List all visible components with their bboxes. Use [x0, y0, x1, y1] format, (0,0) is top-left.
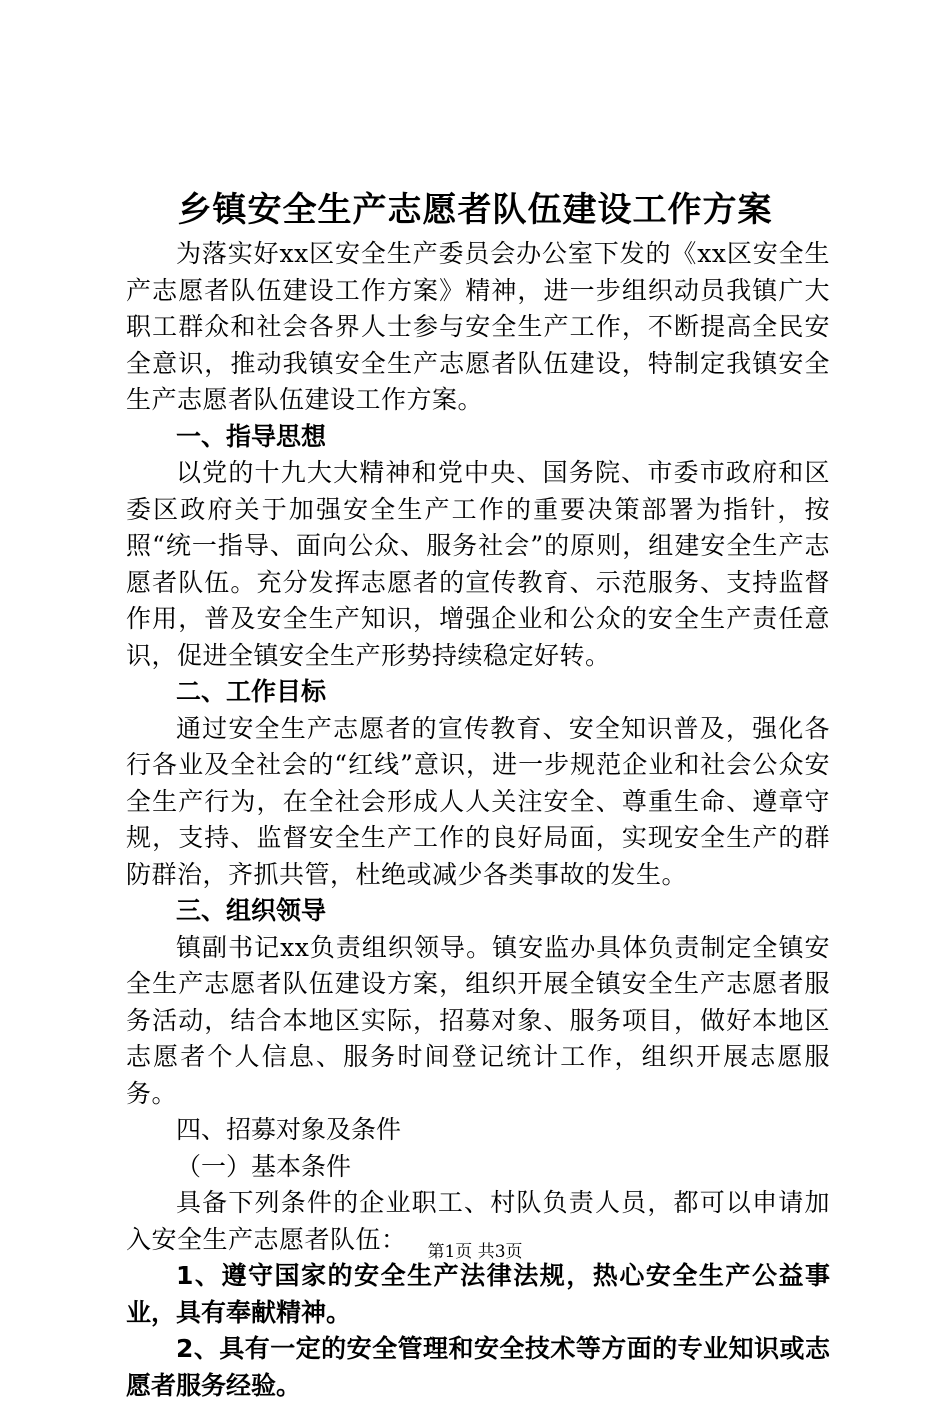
section-heading-work-goals: 二、工作目标 [176, 677, 327, 706]
section-heading-organization: 三、组织领导 [176, 896, 327, 925]
section-heading-guiding-thought: 一、指导思想 [176, 421, 327, 451]
section-text-organization: 镇副书记xx负责组织领导。镇安监办具体负责制定全镇安全生产志愿者队伍建设方案，组织开展全镇安全生产志愿者服务活动，结合本地区实际，招募对象、服务项目，做好本地区志愿者个人信息、服务时间登记统计工作，组织开展志愿服务。 [126, 932, 830, 1108]
section-heading-recruitment: 四、招募对象及条件 [176, 1115, 402, 1144]
page-number-footer: 第1页 共3页 [427, 1242, 523, 1262]
section-text-recruitment: 具备下列条件的企业职工、村队负责人员，都可以申请加入安全生产志愿者队伍： [126, 1188, 830, 1254]
document-body [126, 236, 830, 1404]
section-text-guiding-thought: 以党的十九大大精神和党中央、国务院、市委市政府和区委区政府关于加强安全生产工作的重要决策部署为指针，按照“统一指导、面向公众、服务社会”的原则，组建安全生产志愿者队伍。充分发挥志愿者的宣传教育、示范服务、支持监督作用，普及安全生产知识，增强企业和公众的安全生产责任意识，促进全镇安全生产形势持续稳定好转。 [126, 458, 830, 670]
document-title: 乡镇安全生产志愿者队伍建设工作方案 [177, 190, 773, 230]
condition-item-2: 2、具有一定的安全管理和安全技术等方面的专业知识或志愿者服务经验。 [126, 1334, 830, 1400]
subsection-heading-basic-conditions: （一）基本条件 [176, 1151, 352, 1181]
section-text-work-goals: 通过安全生产志愿者的宣传教育、安全知识普及，强化各行各业及全社会的“红线”意识，进一步规范企业和社会公众安全生产行为，在全社会形成人人关注安全、尊重生命、遵章守规，支持、监督安全生产工作的良好局面，实现安全生产的群防群治，齐抓共管，杜绝或减少各类事故的发生。 [126, 713, 830, 889]
intro-paragraph: 为落实好xx区安全生产委员会办公室下发的《xx区安全生产志愿者队伍建设工作方案》精神，进一步组织动员我镇广大职工群众和社会各界人士参与安全生产工作，不断提高全民安全意识，推动我镇安全生产志愿者队伍建设，特制定我镇安全生产志愿者队伍建设工作方案。 [126, 239, 830, 414]
condition-item-1: 1、遵守国家的安全生产法律法规，热心安全生产公益事业，具有奉献精神。 [126, 1261, 830, 1327]
